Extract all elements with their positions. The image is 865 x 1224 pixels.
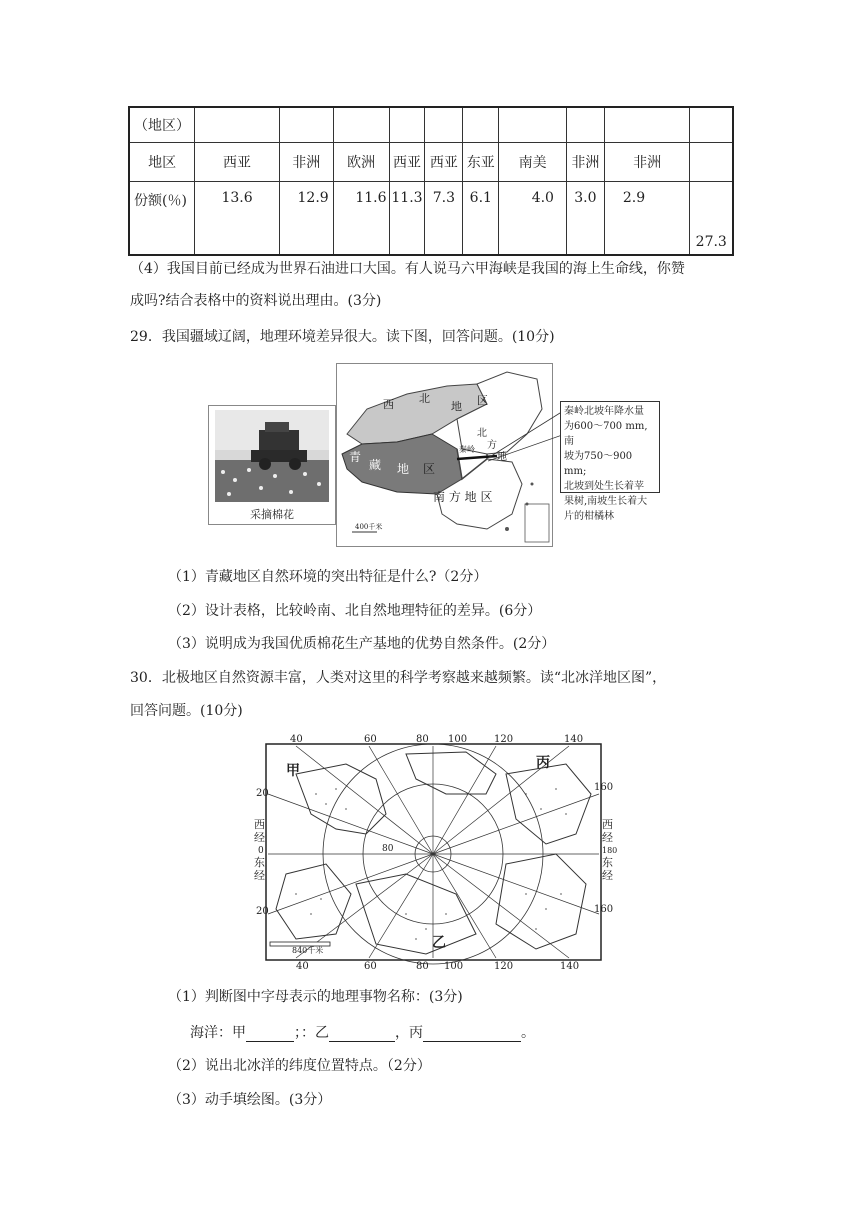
map-scale: 840千米 (292, 946, 324, 955)
q29-sub1: （1）青藏地区自然环境的突出特征是什么?（2分） (168, 569, 488, 585)
table-cell: 6.1 (463, 182, 499, 256)
table-cell: 非洲 (566, 143, 604, 182)
ocean-separator: ；：乙 (294, 1025, 329, 1041)
ocean-separator: ，丙 (395, 1025, 423, 1041)
q29-stem: 29．我国疆域辽阔，地理环境差异很大。读下图，回答问题。(10分) (130, 329, 555, 345)
q29-sub2: （2）设计表格，比较岭南、北自然地理特征的差异。(6分） (168, 603, 542, 619)
map-letter-yi: 乙 (432, 935, 446, 951)
callout-line: 为600～700 mm,南 (564, 421, 648, 447)
map-tick: 40 (296, 961, 309, 972)
ocean-fill-line (190, 1022, 535, 1042)
cotton-harvest-image (215, 410, 329, 502)
table-header-cell: 份额(％) (129, 182, 195, 256)
blank-jia-input[interactable] (246, 1027, 294, 1042)
callout-line: 片的柑橘林 (564, 511, 614, 522)
table-cell: 非洲 (279, 143, 333, 182)
ocean-end: 。 (521, 1025, 535, 1041)
map-label-north: 北 (477, 428, 487, 439)
table-cell: 4.0 (499, 182, 567, 256)
map-label-qinling: 秦岭 (459, 445, 475, 454)
map-side-label: 东经 (602, 856, 613, 882)
map-label-tibet: 区 (423, 462, 436, 476)
table-cell: 欧洲 (333, 143, 389, 182)
q30-stem-line2: 回答问题。(10分) (130, 703, 243, 719)
map-label-northwest: 地 (451, 400, 462, 413)
map-letter-bing: 丙 (536, 755, 550, 771)
table-cell: 2.9 (604, 182, 690, 256)
map-label-tibet: 地 (397, 462, 410, 476)
map-tick: 180 (602, 846, 618, 855)
table-cell: 东亚 (463, 143, 499, 182)
q30-sub3: （3）动手填绘图。(3分） (168, 1092, 332, 1108)
map-label-northwest: 西 (383, 398, 394, 411)
arctic-map-drawing (256, 734, 606, 974)
map-tick: 160 (594, 782, 614, 793)
q30-sub1: （1）判断图中字母表示的地理事物名称：(3分) (168, 989, 463, 1005)
callout-line: 果树,南坡生长着大 (564, 496, 648, 507)
table-cell: （地区） (129, 107, 195, 143)
table-cell: 11.6 (333, 182, 389, 256)
map-letter-jia: 甲 (286, 763, 300, 779)
map-tick: 0 (258, 846, 264, 856)
table-cell: 西亚 (389, 143, 425, 182)
table-cell: 7.3 (425, 182, 463, 256)
table-cell: 西亚 (195, 143, 280, 182)
map-label-tibet: 青 (349, 450, 362, 464)
map-label-south: 南 方 地 区 (433, 490, 493, 504)
q29-sub3: （3）说明成为我国优质棉花生产基地的优势自然条件。(2分） (168, 636, 556, 652)
map-tick: 60 (364, 961, 377, 972)
map-side-label: 西经 (602, 818, 613, 844)
table-cell: 27.3 (690, 182, 733, 256)
map-label-north: 方 (487, 440, 497, 451)
map-label-tibet: 藏 (369, 458, 382, 472)
table-cell: 11.3 (389, 182, 425, 256)
map-tick: 100 (444, 961, 464, 972)
q30-stem-line1: 30．北极地区自然资源丰富，人类对这里的科学考察越来越频繁。读“北冰洋地区图”， (130, 670, 667, 686)
map-tick: 120 (494, 961, 514, 972)
map-tick: 80 (382, 844, 394, 854)
table-cell: 13.6 (195, 182, 280, 256)
ocean-label: 海洋：甲 (190, 1025, 246, 1041)
map-label-northwest: 区 (477, 394, 488, 407)
map-tick: 140 (560, 961, 580, 972)
table-row (129, 182, 733, 256)
table-cell: 非洲 (604, 143, 690, 182)
table-cell (690, 143, 733, 182)
qinling-callout (560, 401, 660, 522)
map-tick: 80 (416, 734, 429, 745)
callout-line: 秦岭北坡年降水量 (564, 406, 644, 417)
map-scale: 400千米 (355, 523, 383, 531)
callout-line: 北坡到处生长着苹 (564, 481, 644, 492)
map-side-label: 西经 (254, 818, 265, 844)
map-tick: 140 (564, 734, 584, 745)
map-side-label: 东经 (254, 856, 265, 882)
table-cell: 3.0 (566, 182, 604, 256)
map-tick: 160 (594, 904, 614, 915)
map-label-north: 地 (497, 452, 507, 463)
china-regions-figure (208, 363, 661, 547)
q28-4-line2: 成吗?结合表格中的资料说出理由。(3分) (130, 293, 382, 309)
table-cell: 12.9 (279, 182, 333, 256)
table-row (129, 107, 733, 143)
map-tick: 20 (256, 788, 269, 799)
map-tick: 80 (416, 961, 429, 972)
callout-leader (488, 403, 568, 473)
map-tick: 40 (290, 734, 303, 745)
q30-sub2: （2）说出北冰洋的纬度位置特点。（2分） (168, 1058, 431, 1074)
map-tick: 120 (494, 734, 514, 745)
table-header-cell: 地区 (129, 143, 195, 182)
table-cell: 南美 (499, 143, 567, 182)
table-cell: 西亚 (425, 143, 463, 182)
callout-line: 坡为750～900 mm; (564, 451, 633, 477)
photo-caption: 采摘棉花 (250, 508, 294, 521)
arctic-ocean-map (254, 734, 618, 974)
q28-4-line1: （4）我国目前已经成为世界石油进口大国。有人说马六甲海峡是我国的海上生命线，你赞 (130, 261, 685, 277)
cotton-photo-panel (208, 405, 336, 525)
blank-bing-input[interactable] (423, 1027, 521, 1042)
map-tick: 60 (364, 734, 377, 745)
map-tick: 20 (256, 906, 269, 917)
table-row (129, 143, 733, 182)
oil-import-table (128, 106, 734, 256)
blank-yi-input[interactable] (329, 1027, 395, 1042)
map-tick: 100 (448, 734, 468, 745)
map-label-northwest: 北 (419, 392, 430, 405)
